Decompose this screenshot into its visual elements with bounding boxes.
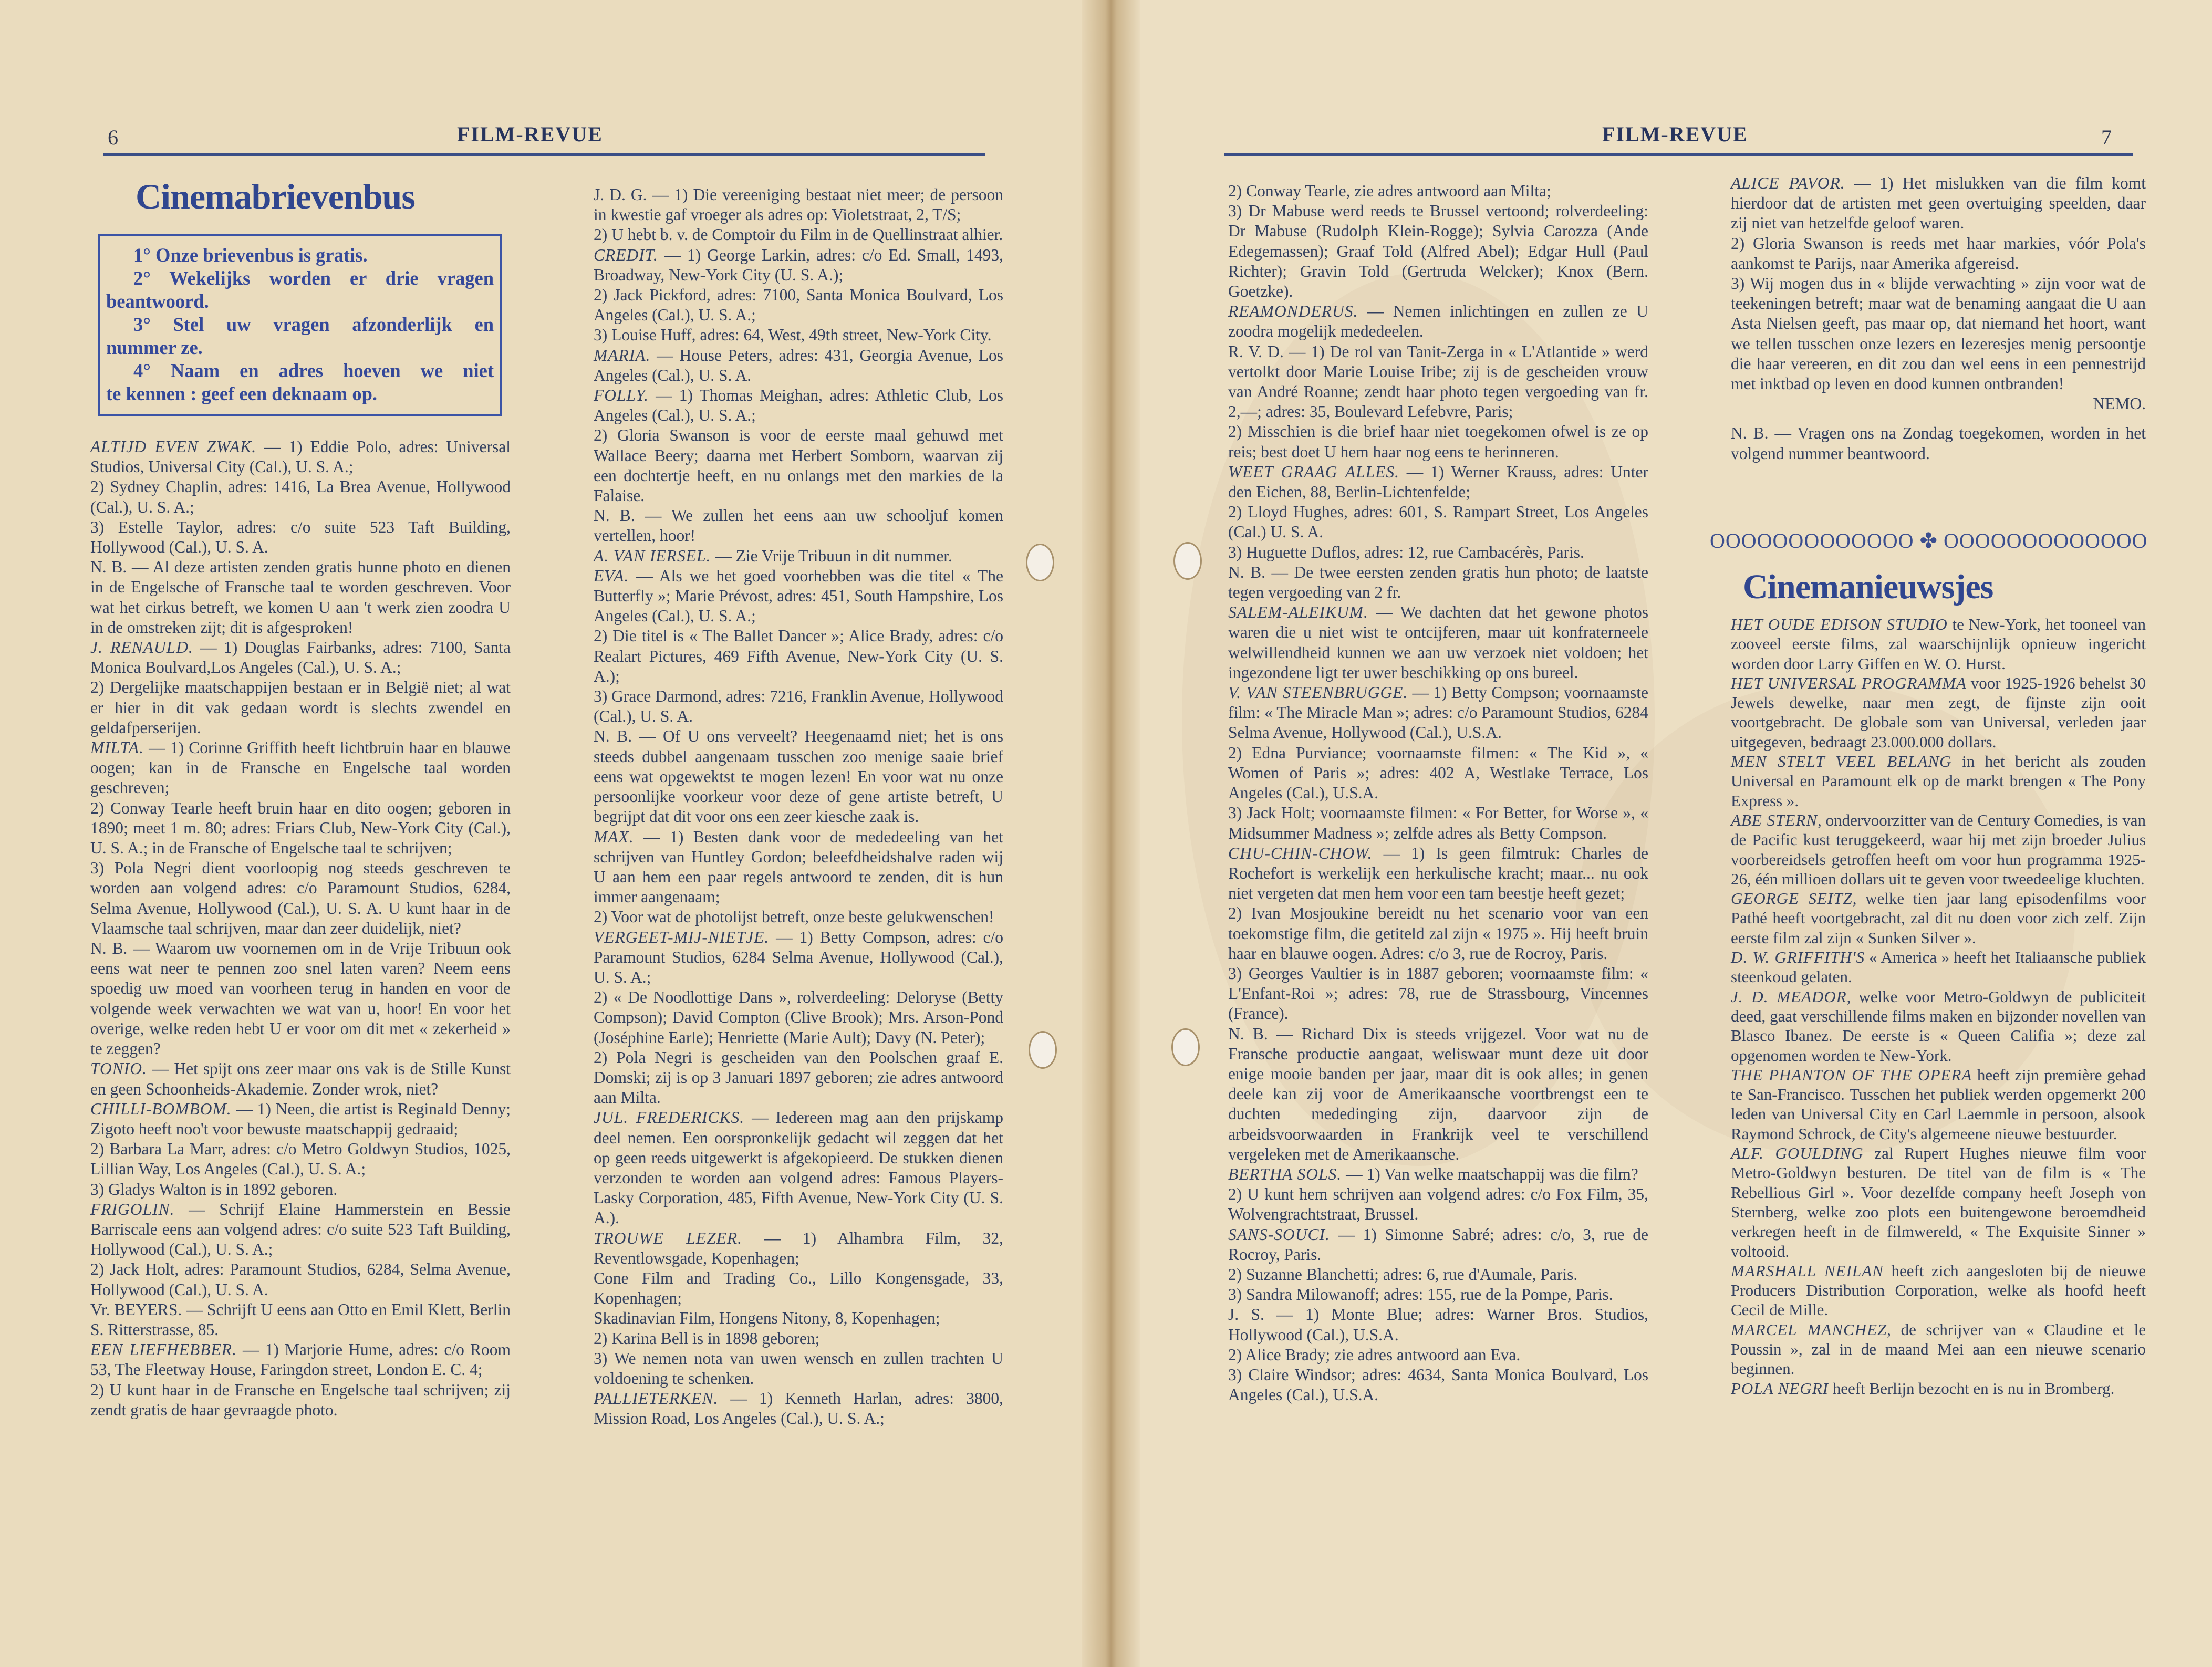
news-item: HET OUDE EDISON STUDIO te New-York, het tooneel van zooveel eerste films, zal waarschijnlijk opnieuw ingericht worden door Larry Giffen en W. O. Hurst. (1731, 615, 2146, 673)
letter-paragraph: 2) Jack Holt, adres: Paramount Studios, 6284, Selma Avenue, Hollywood (Cal.), U. S. A. (90, 1260, 511, 1299)
letter-paragraph: J. D. G. — 1) Die vereeniging bestaat niet meer; de persoon in kwestie gaf vroeger als adres op: Violetstraat, 2, T/S; (594, 185, 1003, 224)
news-item: POLA NEGRI heeft Berlijn bezocht en is nu in Bromberg. (1731, 1379, 2115, 1398)
letter-paragraph: MILTA. — 1) Corinne Griffith heeft lichtbruin haar en blauwe oogen; kan in de Fransche en Engelsche taal worden geschreven; (90, 738, 511, 797)
rule-line: nummer ze. (106, 337, 203, 358)
letter-paragraph: Vr. BEYERS. — Schrijft U eens aan Otto en Emil Klett, Berlin S. Ritterstrasse, 85. (90, 1300, 511, 1339)
letter-paragraph: R. V. D. — 1) De rol van Tanit-Zerga in « L'Atlantide » werd vertolkt door Marie Louise Iribe; zij is de gescheiden vrouw van André Roanne; zendt haar photo tegen vergoeding van fr. 2,—; adres: 35, Boulevard Lefebvre, Paris; (1228, 342, 1648, 421)
pseudonym: EEN LIEFHEBBER. (90, 1340, 237, 1359)
news-item: HET UNIVERSAL PROGRAMMA voor 1925-1926 behelst 30 Jewels dewelke, naar men zegt, de fijnste zijn ooit voortgebracht. De globale som van Universal, verleden jaar uitgegeven, bedraagt 23.000.000 dollars. (1731, 673, 2146, 751)
letter-paragraph: SANS-SOUCI. — 1) Simonne Sabré; adres: c/o, 3, rue de Rocroy, Paris. (1228, 1225, 1648, 1264)
pseudonym: POLA NEGRI (1731, 1379, 1829, 1398)
punch-hole (1171, 1028, 1200, 1066)
pseudonym: SALEM-ALEIKUM. (1228, 603, 1368, 622)
ornamental-divider: OOOOOOOOOOOOO ✤ OOOOOOOOOOOOO (1710, 529, 2148, 553)
letter-paragraph: 2) Conway Tearle heeft bruin haar en dito oogen; geboren in 1890; meet 1 m. 80; adres: Friars Club, New-York City (Cal.), U. S. A.; in de Fransche of Engelsche taal te schrijven; (90, 798, 511, 858)
letter-paragraph: 3) Dr Mabuse werd reeds te Brussel vertoond; rolverdeeling: Dr Mabuse (Rudolph Klein-Rogge); Sylvia Carozza (Ande Edegemassen); Graaf Told (Alfred Abel); Edgar Hull (Paul Richter); Gravin Told (Gertruda Welcker); Knox (Bern. Goetzke). (1228, 202, 1648, 301)
pseudonym: MAX. (594, 827, 634, 846)
letter-paragraph: 3) Jack Holt; voornaamste filmen: « For Better, for Worse », « Midsummer Madness »; zelfde adres als Betty Compson. (1228, 804, 1648, 842)
page-number-right: 7 (2101, 126, 2112, 149)
pseudonym: VERGEET-MIJ-NIETJE. (594, 928, 770, 946)
brievenbus-rules-box (98, 234, 502, 416)
letter-paragraph: 2) Die titel is « The Ballet Dancer »; Alice Brady, adres: c/o Realart Pictures, 469 Fifth Avenue, New-York City (U. S. A.); (594, 627, 1003, 685)
pseudonym: CHILLI-BOMBOM. (90, 1099, 232, 1118)
pseudonym: SANS-SOUCI. (1228, 1225, 1330, 1244)
pseudonym: A. VAN IERSEL. (594, 546, 711, 565)
pseudonym: MARCEL MANCHEZ (1731, 1320, 1887, 1339)
header-rule-left (103, 153, 985, 156)
letter-paragraph: N. B. — Of U ons verveelt? Heegenaamd niet; het is ons steeds dubbel aangenaam tusschen zoo menige saaie brief eens wat opgewektst te mogen lezen! En voor wat nu onze persoonlijke voorkeur voor deze of gene artiste betreft, U begrijpt dat dit voor ons een zeer kiesche zaak is. (594, 727, 1003, 826)
letter-paragraph: 3) Pola Negri dient voorloopig nog steeds geschreven te worden aan volgend adres: c/o Paramount Studios, 6284, Selma Avenue, Hollywood (Cal.), U. S. A. U kunt haar in de Vlaamsche taal schrijven, maar dan zeer duidelijk, niet? (90, 859, 511, 937)
pseudonym: MEN STELT VEEL BELANG (1731, 752, 1952, 771)
letter-paragraph: 3) Estelle Taylor, adres: c/o suite 523 Taft Building, Hollywood (Cal.), U. S. A. (90, 517, 511, 557)
letter-paragraph: J. RENAULD. — 1) Douglas Fairbanks, adres: 7100, Santa Monica Boulvard,Los Angeles (Cal.), U. S. A.; (90, 638, 511, 677)
pseudonym: V. VAN STEENBRUGGE. (1228, 683, 1408, 702)
letter-paragraph: N. B. — Richard Dix is steeds vrijgezel. Voor wat nu de Fransche productie aangaat, weliswaar munt deze uit door enige mooie banden per jaar, maar dit is ook alles; in genen deele kan zij voor de Amerikaansche voortbrengst een te duchten mededinging zijn, daarvoor zijn de arbeidsvoorwaarden in Frankrijk veel te verschillend vergeleken met de Amerikaansche. (1228, 1024, 1648, 1163)
letter-paragraph: TONIO. — Het spijt ons zeer maar ons vak is de Stille Kunst en geen Schoonheids-Akademie. Zonder wrok, niet? (90, 1059, 511, 1098)
letter-paragraph: 3) Claire Windsor; adres: 4634, Santa Monica Boulvard, Los Angeles (Cal.), U.S.A. (1228, 1365, 1648, 1404)
pseudonym: D. W. GRIFFITH'S (1731, 948, 1865, 967)
letter-paragraph: N. B. — Waarom uw voornemen om in de Vrije Tribuun ook eens wat neer te pennen zoo snel laten varen? Neem eens spoedig uw moed van voorheen terug in handen en voor de volgende week verwachten we wat van u, hoor! En voor het overige, welke reden hebt U er voor om dit met « zekerheid » te zeggen? (90, 939, 511, 1058)
letter-paragraph: N. B. — We zullen het eens aan uw schooljuf komen vertellen, hoor! (594, 506, 1003, 545)
pseudonym: TROUWE LEZER. (594, 1228, 743, 1247)
news-item: MARCEL MANCHEZ, de schrijver van « Claudine et le Poussin », zal in de maand Mei aan een nieuwe scenario beginnen. (1731, 1320, 2146, 1378)
letter-paragraph: 2) U hebt b. v. de Comptoir du Film in de Quellinstraat alhier. (594, 225, 1003, 244)
letter-paragraph: MARIA. — House Peters, adres: 431, Georgia Avenue, Los Angeles (Cal.), U. S. A. (594, 346, 1003, 384)
pseudonym: FOLLY. (594, 386, 649, 405)
pseudonym: ALICE PAVOR. (1731, 174, 1845, 192)
pseudonym: EVA. (594, 566, 629, 585)
pseudonym: CREDIT. (594, 245, 658, 264)
letter-paragraph: 2) Edna Purviance; voornaamste filmen: « The Kid », « Women of Paris »; adres: 402 A, Westlake Terrace, Los Angeles (Cal.), U.S.A. (1228, 743, 1648, 803)
letter-paragraph: JUL. FREDERICKS. — Iedereen mag aan den prijskamp deel nemen. Een oorspronkelijk gedacht wil zeggen dat het op geen reeds uitgewerkt is afgekopieerd. De stukken dienen verzonden te worden aan volgend adres: Famous Players-Lasky Corporation, 485, Fifth Avenue, New-York City (U. S. A.). (594, 1108, 1003, 1227)
letter-paragraph: 3) Georges Vaultier is in 1887 geboren; voornaamste film: « L'Enfant-Roi »; adres: 78, rue de Strassbourg, Vincennes (France). (1228, 964, 1648, 1023)
letter-paragraph: 2) Barbara La Marr, adres: c/o Metro Goldwyn Studios, 1025, Lillian Way, Los Angeles (Cal.), U. S. A.; (90, 1140, 511, 1179)
pseudonym: GEORGE SEITZ (1731, 889, 1853, 908)
letter-paragraph: FOLLY. — 1) Thomas Meighan, adres: Athletic Club, Los Angeles (Cal.), U. S. A.; (594, 386, 1003, 425)
binding-gutter (1082, 0, 1140, 1667)
letter-paragraph: 2) U kunt haar in de Fransche en Engelsche taal schrijven; zij zendt gratis de haar gevraagde photo. (90, 1380, 511, 1419)
letter-paragraph: ALICE PAVOR. — 1) Het mislukken van die film komt hierdoor dat de artisten met geen overtuiging speelden, daar zij niet van hetzelfde geloof waren. (1731, 174, 2146, 233)
pseudonym: J. RENAULD. (90, 638, 193, 657)
letter-paragraph: N. B. — Al deze artisten zenden gratis hunne photo en dienen in de Engelsche of Fransche taal te worden geschreven. Voor wat het cirkus betreft, we komen U aan 't werk zien zoodra U in de omstreken zijt; dit is afgesproken! (90, 558, 511, 637)
nieuwsjes-heading: Cinemanieuwsjes (1743, 568, 1993, 606)
letter-paragraph: WEET GRAAG ALLES. — 1) Werner Krauss, adres: Unter den Eichen, 88, Berlin-Lichtenfelde; (1228, 462, 1648, 502)
letter-paragraph: Cone Film and Trading Co., Lillo Kongensgade, 33, Kopenhagen; (594, 1268, 1003, 1308)
letters-column-3 (1228, 181, 1648, 1405)
news-item: THE PHANTON OF THE OPERA heeft zijn première gehad te San-Francisco. Tusschen het publiek werden opgemerkt 200 leden van Universal City en Carl Laemmle in persoon, alsook Raymond Schrock, de City's algemeene nieuwe bestuurder. (1731, 1065, 2146, 1143)
pseudonym: REAMONDERUS. (1228, 302, 1358, 321)
letter-paragraph: SALEM-ALEIKUM. — We dachten dat het gewone photos waren die u niet wist te ontcijferen, maar uit konfraterneele welwillendheid kunnen we aan uw verzoek niet voldoen; het ingezondene ligt ter uwer beschikking op ons bureel. (1228, 603, 1648, 682)
punch-hole (1026, 544, 1054, 581)
letter-paragraph: BERTHA SOLS. — 1) Van welke maatschappij was die film? (1228, 1164, 1638, 1183)
letter-paragraph: 3) Huguette Duflos, adres: 12, rue Cambacérès, Paris. (1228, 543, 1584, 561)
letter-paragraph: J. S. — 1) Monte Blue; adres: Warner Bros. Studios, Hollywood (Cal.), U.S.A. (1228, 1305, 1648, 1344)
letter-paragraph: 3) Louise Huff, adres: 64, West, 49th street, New-York City. (594, 326, 992, 345)
letters-column-4 (1731, 173, 2146, 464)
letter-paragraph: 2) Alice Brady; zie adres antwoord aan Eva. (1228, 1345, 1521, 1364)
running-head-left: FILM-REVUE (457, 122, 603, 146)
rule-line: 4° Naam en adres hoeven we niet (133, 360, 494, 381)
pseudonym: HET UNIVERSAL PROGRAMMA (1731, 673, 1967, 692)
news-item: GEORGE SEITZ, welke tien jaar lang episodenfilms voor Pathé heeft voortgebracht, zal dit nu doen voor zich zelf. Zijn eerste film zal zijn « Sunken Silver ». (1731, 889, 2146, 947)
pseudonym: HET OUDE EDISON STUDIO (1731, 615, 1948, 633)
editor-signature: NEMO. (2093, 394, 2146, 413)
letter-paragraph: CREDIT. — 1) George Larkin, adres: c/o Ed. Small, 1493, Broadway, New-York City (U. S. A.); (594, 245, 1003, 284)
rule-line: beantwoord. (106, 290, 209, 312)
letter-paragraph: N. B. — De twee eersten zenden gratis hun photo; de laatste tegen vergoeding van 2 fr. (1228, 562, 1648, 602)
pseudonym: ALTIJD EVEN ZWAK. (90, 437, 257, 456)
letter-paragraph: 3) Grace Darmond, adres: 7216, Franklin Avenue, Hollywood (Cal.), U. S. A. (594, 687, 1003, 726)
pseudonym: JUL. FREDERICKS. (594, 1108, 745, 1127)
letter-paragraph: 2) U kunt hem schrijven aan volgend adres: c/o Fox Film, 35, Wolvengrachtstraat, Brussel. (1228, 1185, 1648, 1224)
letter-paragraph: ALTIJD EVEN ZWAK. — 1) Eddie Polo, adres: Universal Studios, Universal City (Cal.), U. S. A.; (90, 437, 511, 476)
letter-paragraph: 3) We nemen nota van uwen wensch en zullen trachten U voldoening te schenken. (594, 1349, 1003, 1388)
nb-note: N. B. — Vragen ons na Zondag toegekomen, worden in het volgend nummer beantwoord. (1731, 424, 2146, 463)
letter-paragraph: 2) Lloyd Hughes, adres: 601, S. Rampart Street, Los Angeles (Cal.) U. S. A. (1228, 503, 1648, 541)
news-item: J. D. MEADOR, welke voor Metro-Goldwyn de publiciteit deed, gaat verschillende films maken en bijzonder novellen van Blasco Ibanez. De eerste is « Queen Califia »; deze zal opgenomen worden te New-York. (1731, 987, 2146, 1065)
letter-paragraph: 2) Karina Bell is in 1898 geboren; (594, 1329, 820, 1348)
pseudonym: FRIGOLIN. (90, 1200, 175, 1218)
letter-paragraph: CHILLI-BOMBOM. — 1) Neen, die artist is Reginald Denny; Zigoto heeft noo't voor bewuste maatschappij gedraaid; (90, 1099, 511, 1138)
letter-paragraph: EVA. — Als we het goed voorhebben was die titel « The Butterfly »; Marie Prévost, adres: 451, South Hampshire, Los Angeles (Cal.), U. S. A.; (594, 566, 1003, 626)
letters-column-1 (90, 437, 511, 1420)
page-number-left: 6 (108, 126, 118, 149)
letter-paragraph: FRIGOLIN. — Schrijf Elaine Hammerstein en Bessie Barriscale eens aan volgend adres: c/o suite 523 Taft Building, Hollywood (Cal.), U. S. A.; (90, 1200, 511, 1259)
rule-line: te kennen : geef een deknaam op. (106, 383, 378, 404)
letters-column-2 (594, 185, 1003, 1429)
pseudonym: THE PHANTON OF THE OPERA (1731, 1065, 1972, 1084)
pseudonym: PALLIETERKEN. (594, 1389, 719, 1408)
pseudonym: BERTHA SOLS. (1228, 1164, 1342, 1183)
pseudonym: TONIO. (90, 1059, 147, 1078)
news-item: ABE STERN, ondervoorzitter van de Century Comedies, is van de Pacific kust teruggekeerd, waar hij met zijn broeder Julius voorbereidsels getroffen heeft om voor hun programma 1925-26, één millioen dollars uit te geven voor tweedeelige kluchten. (1731, 810, 2146, 888)
letter-paragraph: VERGEET-MIJ-NIETJE. — 1) Betty Compson, adres: c/o Paramount Studios, 6284 Selma Avenue, Hollywood (Cal.), U. S. A.; (594, 928, 1003, 986)
news-column (1731, 614, 2146, 1398)
letter-paragraph: EEN LIEFHEBBER. — 1) Marjorie Hume, adres: c/o Room 53, The Fleetway House, Faringdon street, London E. C. 4; (90, 1340, 511, 1379)
letter-paragraph: 2) Dergelijke maatschappijen bestaan er in België niet; al wat er hier in dit vak gedaan wordt is slechts zwendel en geldafperserijen. (90, 678, 511, 737)
letter-paragraph: PALLIETERKEN. — 1) Kenneth Harlan, adres: 3800, Mission Road, Los Angeles (Cal.), U. S. A.; (594, 1389, 1003, 1428)
letter-paragraph: A. VAN IERSEL. — Zie Vrije Tribuun in dit nummer. (594, 546, 952, 565)
letter-paragraph: 2) Gloria Swanson is reeds met haar markies, vóór Pola's aankomst te Parijs, naar Amerika afgereisd. (1731, 234, 2146, 273)
letter-paragraph: CHU-CHIN-CHOW. — 1) Is geen filmtruk: Charles de Rochefort is werkelijk een herkulische kracht; maar... nu ook niet vergeten dat men hem voor een tam beestje heeft gezet; (1228, 843, 1648, 903)
letter-paragraph: 2) Sydney Chaplin, adres: 1416, La Brea Avenue, Hollywood (Cal.), U. S. A.; (90, 477, 511, 516)
rule-line: 1° Onze brievenbus is gratis. (133, 244, 368, 266)
letter-paragraph: 2) Jack Pickford, adres: 7100, Santa Monica Boulvard, Los Angeles (Cal.), U. S. A.; (594, 286, 1003, 325)
pseudonym: WEET GRAAG ALLES. (1228, 462, 1400, 481)
letter-paragraph: 3) Wij mogen dus in « blijde verwachting » zijn voor wat de teekeningen betreft; maar wat de benaming aangaat die U aan Asta Nielsen geeft, pas maar op, dat niemand het hoort, want we tellen tusschen onze lezers en lezeresjes menig persoontje die haar vereeren, en dit zou dan wel eens in een pennestrijd met inktbad op leven en dood kunnen ontbranden! (1731, 274, 2146, 393)
rule-line: 3° Stel uw vragen afzonderlijk en (133, 314, 494, 335)
running-head-right: FILM-REVUE (1602, 122, 1748, 146)
letter-paragraph: 2) Pola Negri is gescheiden van den Poolschen graaf E. Domski; zij is op 3 Januari 1897 geboren; zie adres antwoord aan Milta. (594, 1048, 1003, 1107)
punch-hole (1173, 542, 1202, 580)
letter-paragraph: Skadinavian Film, Hongens Nitony, 8, Kopenhagen; (594, 1309, 940, 1328)
brievenbus-heading: Cinemabrievenbus (136, 176, 415, 216)
letter-paragraph: V. VAN STEENBRUGGE. — 1) Betty Compson; voornaamste film: « The Miracle Man »; adres: c/o Paramount Studios, 6284 Selma Avenue, Hollywood (Cal.), U.S.A. (1228, 683, 1648, 742)
letter-paragraph: MAX. — 1) Besten dank voor de mededeeling van het schrijven van Huntley Gordon; beleefdheidshalve raden wij U aan hem een paar regels antwoord te zenden, dit is hun immer aangenaam; (594, 827, 1003, 907)
letter-paragraph: 2) Suzanne Blanchetti; adres: 6, rue d'Aumale, Paris. (1228, 1265, 1578, 1284)
pseudonym: MARSHALL NEILAN (1731, 1261, 1884, 1280)
pseudonym: CHU-CHIN-CHOW. (1228, 843, 1373, 862)
letter-paragraph: 2) « De Noodlottige Dans », rolverdeeling: Deloryse (Betty Compson); David Compton (Clive Brook); Mrs. Arson-Pond (Joséphine Earle); Henriette (Marie Ault); Davy (N. Peter); (594, 988, 1003, 1047)
letter-paragraph: 3) Sandra Milowanoff; adres: 155, rue de la Pompe, Paris. (1228, 1285, 1613, 1304)
letter-paragraph: 2) Conway Tearle, zie adres antwoord aan Milta; (1228, 182, 1551, 200)
pseudonym: ABE STERN (1731, 810, 1818, 829)
news-item: MARSHALL NEILAN heeft zich aangesloten bij de nieuwe Producers Distribution Corporation, welke als hoofd heeft Cecil de Mille. (1731, 1261, 2146, 1319)
letter-paragraph: 2) Ivan Mosjoukine bereidt nu het scenario voor van een toekomstige film, die getiteld zal zijn « 1975 ». Hij heeft bruin haar en blauwe oogen. Adres: c/o 3, rue de Rocroy, Paris. (1228, 904, 1648, 963)
header-rule-right (1224, 153, 2133, 156)
letter-paragraph: 2) Misschien is die brief haar niet toegekomen ofwel is ze op reis; best doet U hem haar nog eens te herinneren. (1228, 422, 1648, 461)
rule-line: 2° Wekelijks worden er drie vragen (133, 267, 494, 289)
news-item: ALF. GOULDING zal Rupert Hughes nieuwe film voor Metro-Goldwyn besturen. De titel van de film is « The Rebellious Girl ». Voor dezelfde company heeft Joseph von Sternberg, welke zoo plots een buitengewone beroemdheid verkregen heeft in de filmwereld, « The Exquisite Sinner » voltooid. (1731, 1144, 2146, 1260)
letter-paragraph: 2) Gloria Swanson is voor de eerste maal gehuwd met Wallace Beery; daarna met Herbert Somborn, waarvan zij een dochtertje heeft, en nu onlangs met den markies de la Falaise. (594, 426, 1003, 505)
letter-paragraph: 2) Voor wat de photolijst betreft, onze beste gelukwenschen! (594, 908, 994, 926)
letter-paragraph: TROUWE LEZER. — 1) Alhambra Film, 32, Reventlowsgade, Kopenhagen; (594, 1228, 1004, 1267)
letter-paragraph: REAMONDERUS. — Nemen inlichtingen en zullen ze U zoodra mogelijk mededeelen. (1228, 302, 1648, 341)
pseudonym: ALF. GOULDING (1731, 1144, 1864, 1163)
news-item: D. W. GRIFFITH'S « America » heeft het Italiaansche publiek steenkoud gelaten. (1731, 948, 2146, 986)
pseudonym: MILTA. (90, 738, 144, 757)
punch-hole (1029, 1031, 1057, 1069)
pseudonym: MARIA. (594, 346, 651, 364)
letter-paragraph: 3) Gladys Walton is in 1892 geboren. (90, 1180, 338, 1199)
news-item: MEN STELT VEEL BELANG in het bericht als zouden Universal en Paramount elk op de markt brengen « The Pony Express ». (1731, 752, 2146, 810)
pseudonym: J. D. MEADOR (1731, 987, 1847, 1006)
